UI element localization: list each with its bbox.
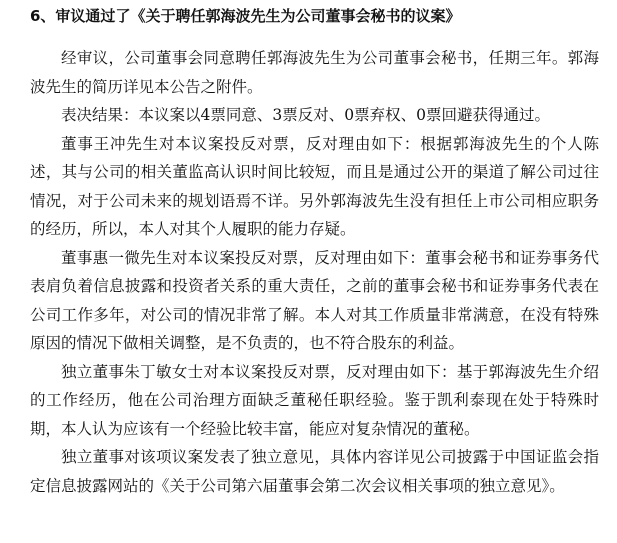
paragraph-objection-hui: 董事惠一微先生对本议案投反对票，反对理由如下：董事会秘书和证券事务代表肩负着信息披露和投资者关系的重大责任，之前的董事会秘书和证券事务代表在公司工作多年，对公司的情况非常了解。本人对其工作质量非常满意，在没有特殊原因的情况下做相关调整，是不负责的，也不符合股东的利益。 [30,248,599,352]
paragraph-independent-opinion: 独立董事对该项议案发表了独立意见，具体内容详见公司披露于中国证监会指定信息披露网站的《关于公司第六届董事会第二次会议相关事项的独立意见》。 [30,448,599,495]
paragraph-vote-result: 表决结果：本议案以4票同意、3票反对、0票弃权、0票回避获得通过。 [61,106,550,124]
paragraph-review-opinion: 经审议，公司董事会同意聘任郭海波先生为公司董事会秘书，任期三年。郭海波先生的简历详见本公告之附件。 [30,49,599,96]
paragraph-objection-wang: 董事王冲先生对本议案投反对票，反对理由如下：根据郭海波先生的个人陈述，其与公司的相关董监高认识时间比较短，而且是通过公开的渠道了解公司过往情况，对于公司未来的规划语焉不详。另外郭海波先生没有担任上市公司相应职务的经历，所以，本人对其个人履职的能力存疑。 [30,134,599,238]
paragraph-objection-zhu: 独立董事朱丁敏女士对本议案投反对票，反对理由如下：基于郭海波先生介绍的工作经历，他在公司治理方面缺乏董秘任职经验。鉴于凯利泰现在处于特殊时期，本人认为应该有一个经验比较丰富，能应对复杂情况的董秘。 [30,362,599,438]
section-heading: 6、审议通过了《关于聘任郭海波先生为公司董事会秘书的议案》 [30,7,461,25]
